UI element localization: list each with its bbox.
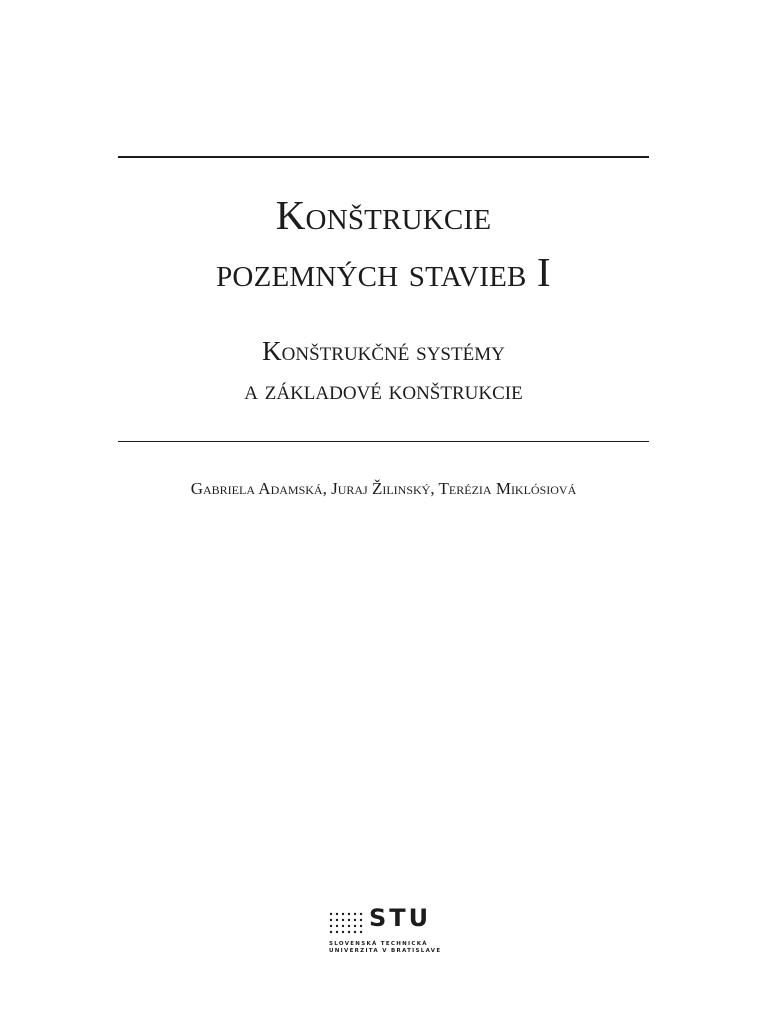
subtitle-line-1: Konštrukčné systémy <box>262 336 505 366</box>
dot-grid-icon <box>329 912 365 934</box>
title-line-1: Konštrukcie <box>275 192 492 238</box>
book-title <box>118 0 649 440</box>
logo-subtitle-line-1: SLOVENSKÁ TECHNICKÁ <box>329 941 428 947</box>
stu-logo <box>329 904 449 960</box>
middle-rule <box>118 441 649 442</box>
authors: Gabriela Adamská, Juraj Žilinský, Terézia Miklósiová <box>190 479 577 498</box>
subtitle-line-2: a základové konštrukcie <box>244 375 523 405</box>
title-line-2: pozemných stavieb I <box>216 249 551 295</box>
logo-subtitle-line-2: UNIVERZITA V BRATISLAVE <box>329 948 442 954</box>
logo-wordmark: STU <box>369 904 432 932</box>
